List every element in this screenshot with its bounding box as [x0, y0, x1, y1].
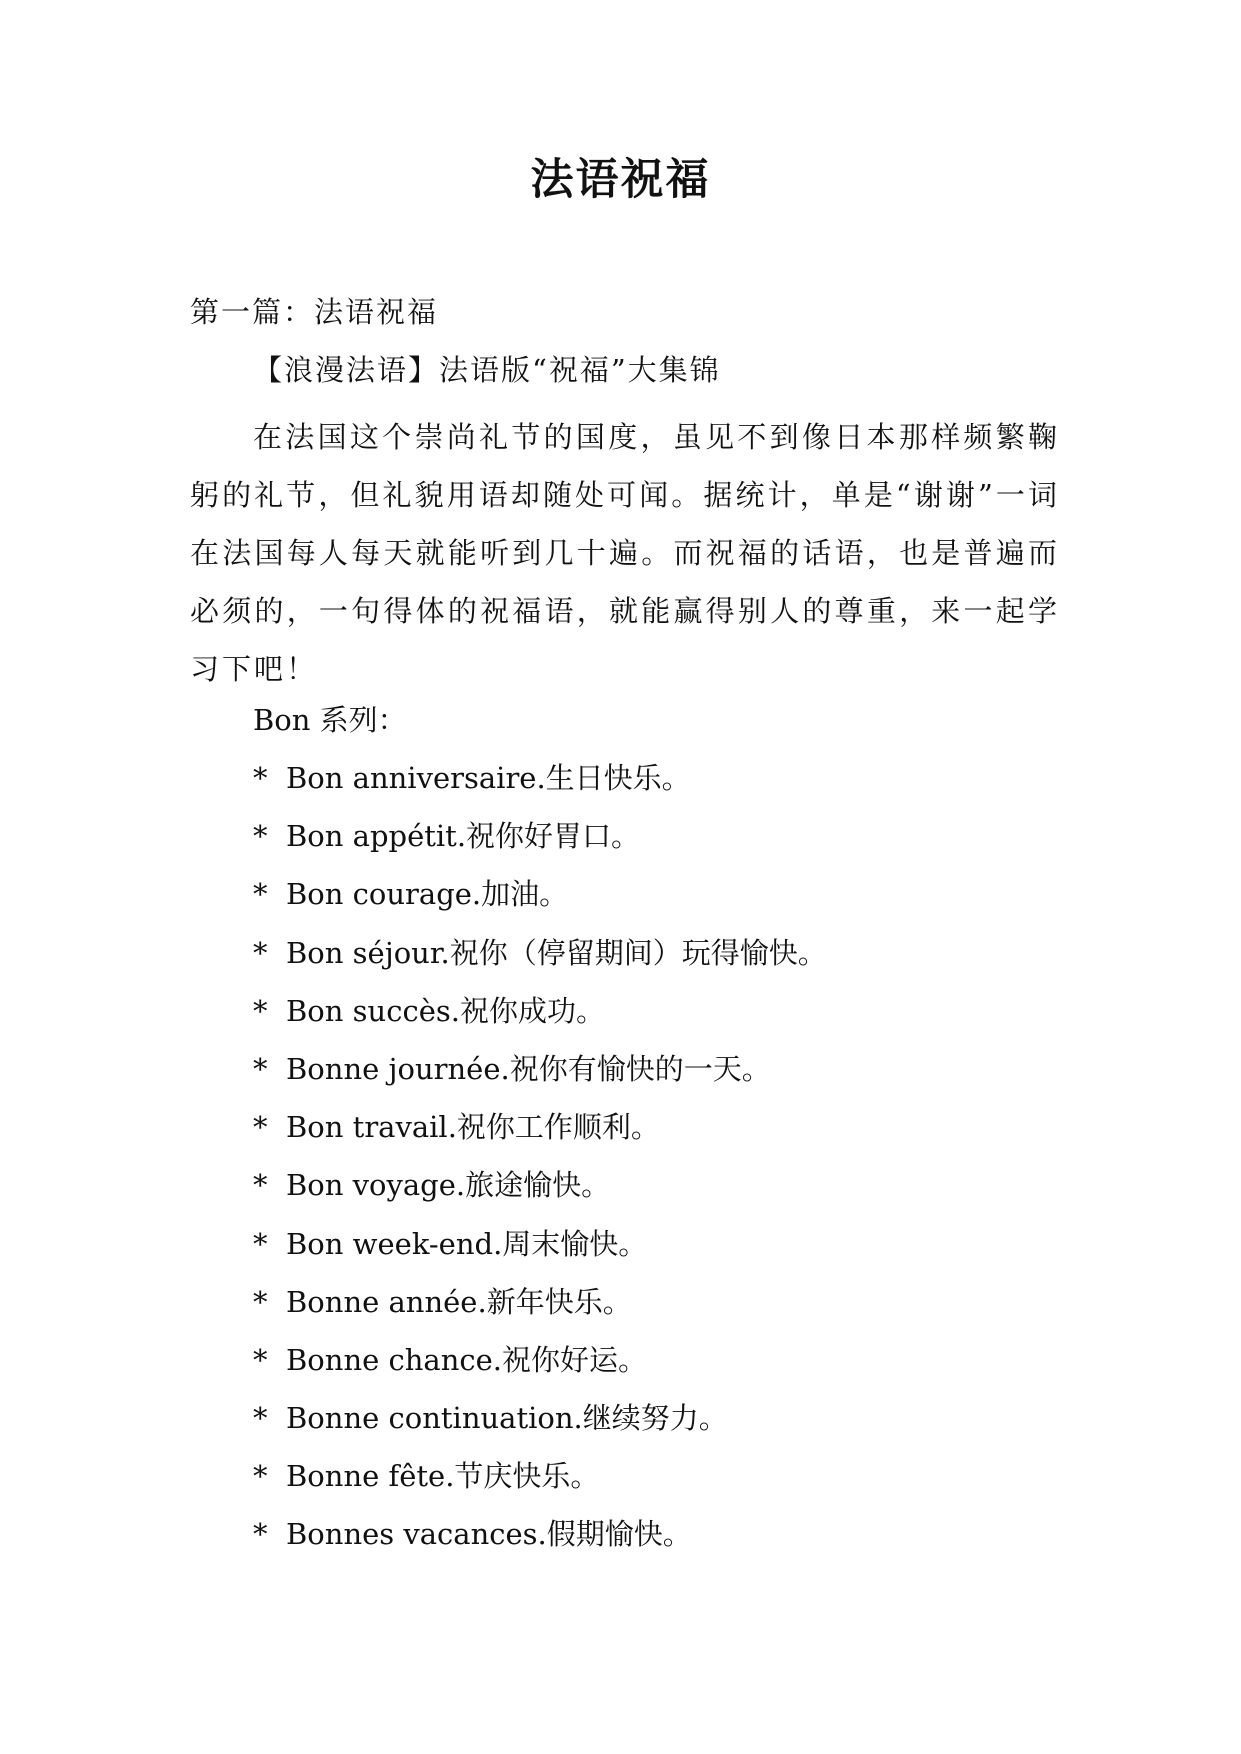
- bullet-marker: *: [253, 1284, 268, 1319]
- list-item: [253, 1049, 827, 1107]
- intro-paragraph: 在法国这个崇尚礼节的国度，虽见不到像日本那样频繁鞠躬的礼节，但礼貌用语却随处可闻。据统计，单是“谢谢”一词在法国每人每天就能听到几十遍。而祝福的话语，也是普遍而必须的，一句得体的祝福语，就能赢得别人的尊重，来一起学习下吧！: [190, 420, 1060, 686]
- list-item: [253, 1514, 827, 1572]
- greeting-text: Bonne fête.节庆快乐。: [286, 1459, 600, 1494]
- bullet-marker: *: [253, 1401, 268, 1436]
- bullet-marker: *: [253, 1342, 268, 1377]
- greeting-text: Bon séjour.祝你（停留期间）玩得愉快。: [286, 935, 827, 970]
- bullet-marker: *: [253, 877, 268, 912]
- greeting-text: Bon week-end.周末愉快。: [286, 1226, 648, 1261]
- list-item: [253, 1107, 827, 1165]
- bullet-marker: *: [253, 819, 268, 854]
- greeting-text: Bonne journée.祝你有愉快的一天。: [286, 1051, 771, 1086]
- bullet-marker: *: [253, 1168, 268, 1203]
- list-item: [253, 1398, 827, 1456]
- list-item: [253, 1456, 827, 1514]
- greeting-text: Bon appétit.祝你好胃口。: [286, 819, 641, 854]
- greeting-text: Bonnes vacances.假期愉快。: [286, 1517, 692, 1552]
- article-subtitle: 【浪漫法语】法语版“祝福”大集锦: [253, 353, 721, 387]
- greeting-text: Bon voyage.旅途愉快。: [286, 1168, 611, 1203]
- bullet-marker: *: [253, 993, 268, 1028]
- list-heading: Bon 系列：: [253, 703, 407, 737]
- list-item: [253, 933, 827, 991]
- list-item: [253, 1165, 827, 1223]
- list-item: [253, 991, 827, 1049]
- section-heading: 第一篇：法语祝福: [190, 295, 439, 329]
- list-item: [253, 1282, 827, 1340]
- greeting-text: Bonne continuation.继续努力。: [286, 1401, 728, 1436]
- document-title: 法语祝福: [530, 155, 711, 205]
- bullet-marker: *: [253, 935, 268, 970]
- greeting-text: Bon succès.祝你成功。: [286, 993, 605, 1028]
- greeting-text: Bonne année.新年快乐。: [286, 1284, 632, 1319]
- list-item: [253, 1224, 827, 1282]
- bullet-marker: *: [253, 1226, 268, 1261]
- bullet-marker: *: [253, 1110, 268, 1145]
- list-item: [253, 758, 827, 816]
- greeting-text: Bon courage.加油。: [286, 877, 569, 912]
- list-item: [253, 1340, 827, 1398]
- list-item: [253, 816, 827, 874]
- list-item: [253, 874, 827, 932]
- bullet-marker: *: [253, 1051, 268, 1086]
- bullet-marker: *: [253, 1459, 268, 1494]
- greeting-text: Bon anniversaire.生日快乐。: [286, 761, 691, 795]
- greeting-text: Bon travail.祝你工作顺利。: [286, 1110, 660, 1145]
- bullet-marker: *: [253, 761, 268, 795]
- greeting-list: [253, 758, 827, 1573]
- greeting-text: Bonne chance.祝你好运。: [286, 1342, 648, 1377]
- bullet-marker: *: [253, 1517, 268, 1552]
